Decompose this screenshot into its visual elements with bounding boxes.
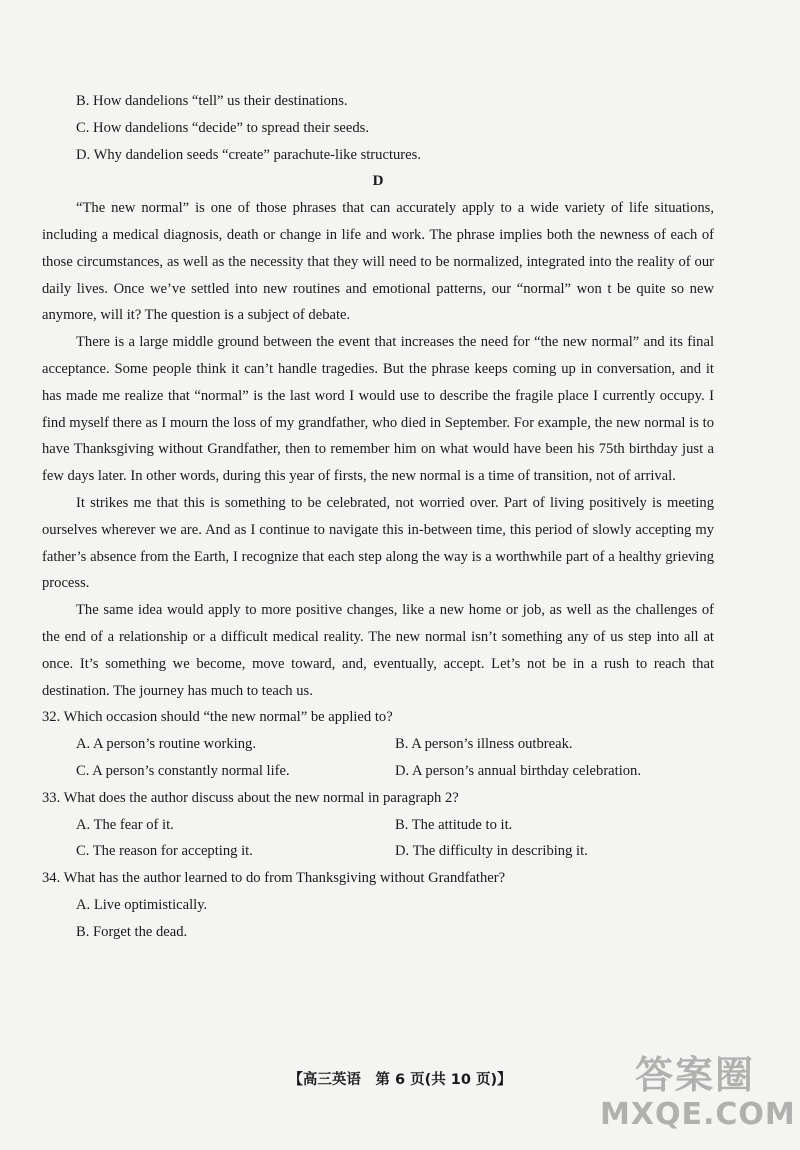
page-footer: 【高三英语 第 6 页(共 10 页)】	[288, 1072, 512, 1088]
question-32-option-b: B. A person’s illness outbreak.	[395, 736, 573, 753]
question-32-choices-cd	[42, 758, 714, 785]
passage-paragraph-3: It strikes me that this is something to be celebrated, not worried over. Part of living positively is meeting ourselves wherever we are. And as I continue to navigate this in-between time, this period of slowly accepting my father’s absence from the Earth, I recognize that each step along the way is a worthwhile part of a healthy grieving process.	[42, 494, 714, 592]
passage-paragraph-1: “The new normal” is one of those phrases that can accurately apply to a wide variety of life situations, including a medical diagnosis, death or change in life and work. The phrase implies both the newness of each of those circumstances, as well as the necessity that they will need to be normalized, integrated into the reality of our daily lives. Once we’ve settled into new routines and emotional patterns, our “normal” won t be quite so new anymore, will it? The question is a subject of debate.	[42, 200, 714, 324]
question-33-option-c: C. The reason for accepting it.	[76, 843, 253, 860]
question-32-stem: 32. Which occasion should “the new normal” be applied to?	[42, 709, 393, 726]
question-34-option-b: B. Forget the dead.	[76, 923, 188, 940]
passage-paragraph-4: The same idea would apply to more positive changes, like a new home or job, as well as the challenges of the end of a relationship or a difficult medical reality. The new normal isn’t something any of us step into all at once. It’s something we become, move toward, and, eventually, accept. Let’s not be in a rush to reach that destination. The journey has much to teach us.	[42, 602, 714, 699]
question-33-stem: 33. What does the author discuss about the new normal in paragraph 2?	[42, 789, 459, 806]
section-heading: D	[372, 173, 384, 190]
prev-option-b: B. How dandelions “tell” us their destinations.	[76, 93, 348, 109]
question-32-option-c: C. A person’s constantly normal life.	[76, 762, 290, 779]
question-32-option-a: A. A person’s routine working.	[76, 736, 256, 753]
question-34-stem: 34. What has the author learned to do from Thanksgiving without Grandfather?	[42, 870, 506, 887]
question-33-choices-ab	[42, 812, 714, 839]
question-34-option-a: A. Live optimistically.	[76, 896, 208, 913]
prev-option-d: D. Why dandelion seeds “create” parachute-like structures.	[76, 146, 421, 163]
question-33-option-b: B. The attitude to it.	[395, 816, 513, 833]
question-33-option-a: A. The fear of it.	[76, 816, 174, 833]
watermark-chinese: 答案圈	[634, 1053, 755, 1097]
watermark-logo	[600, 1052, 796, 1142]
question-33-choices-cd	[42, 838, 714, 865]
prev-option-c: C. How dandelions “decide” to spread their seeds.	[76, 119, 370, 136]
question-33-option-d: D. The difficulty in describing it.	[395, 843, 588, 860]
question-32-option-d: D. A person’s annual birthday celebration.	[395, 762, 642, 779]
question-32-choices-ab	[42, 731, 714, 758]
watermark-url: MXQE.COM	[600, 1097, 796, 1132]
passage-paragraph-2: There is a large middle ground between the event that increases the need for “the new normal” and its final acceptance. Some people think it can’t handle tragedies. But the phrase keeps coming up in conversation, and it has made me realize that “normal” is the last word I would use to describe the fragile place I currently occupy. I find myself there as I mourn the loss of my grandfather, who died in September. For example, the new normal is to have Thanksgiving without Grandfather, then to remember him on what would have been his 75th birthday just a few days later. In other words, during this year of firsts, the new normal is a time of transition, not of arrival.	[42, 334, 714, 485]
